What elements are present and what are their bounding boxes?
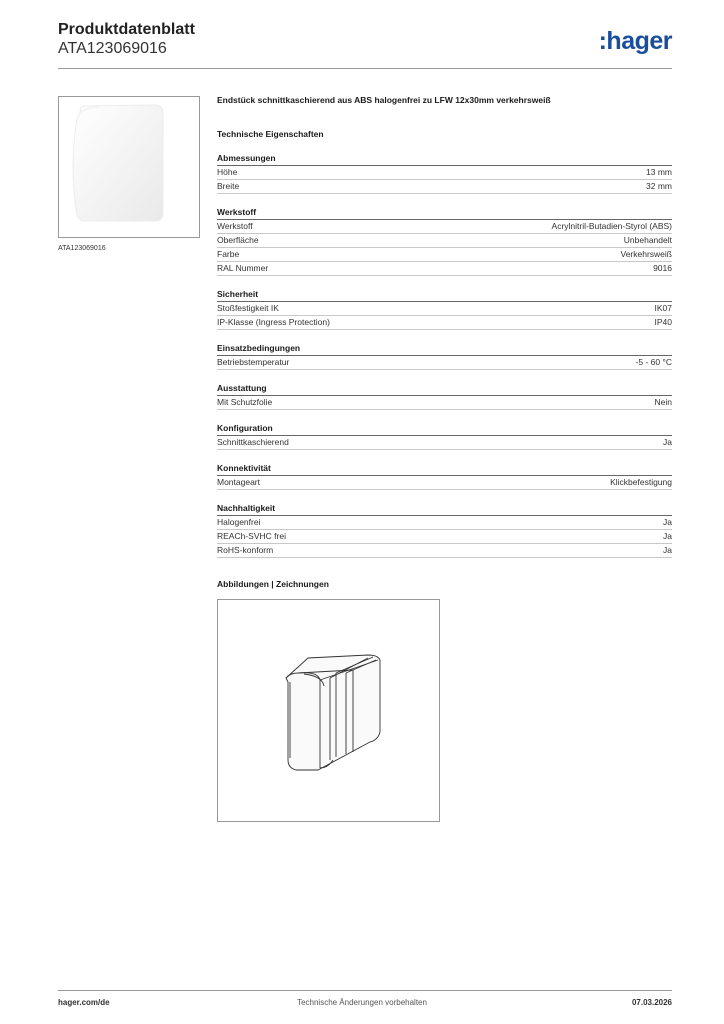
- property-label: Farbe: [217, 249, 240, 259]
- property-group: [217, 462, 672, 490]
- property-label: Montageart: [217, 477, 260, 487]
- property-label: REACh-SVHC frei: [217, 531, 286, 541]
- product-thumbnail: [58, 96, 200, 238]
- property-group-title: Ausstattung: [217, 382, 672, 396]
- property-value: Ja: [663, 437, 672, 447]
- property-row: [217, 316, 672, 330]
- footer-date: 07.03.2026: [631, 998, 672, 1007]
- property-group: [217, 206, 672, 276]
- property-label: Oberfläche: [217, 235, 259, 245]
- property-group: [217, 342, 672, 370]
- property-group-title: Konfiguration: [217, 422, 672, 436]
- property-row: [217, 248, 672, 262]
- property-value: 9016: [653, 263, 672, 273]
- property-groups: [217, 152, 672, 558]
- product-photo-icon: [59, 97, 199, 237]
- property-label: Mit Schutzfolie: [217, 397, 273, 407]
- property-value: -5 - 60 °C: [635, 357, 672, 367]
- property-value: IK07: [654, 303, 672, 313]
- property-value: Verkehrsweiß: [620, 249, 672, 259]
- property-value: Ja: [663, 545, 672, 555]
- property-value: Klickbefestigung: [610, 477, 672, 487]
- property-row: [217, 530, 672, 544]
- property-row: [217, 180, 672, 194]
- property-group: [217, 152, 672, 194]
- property-row: [217, 166, 672, 180]
- property-value: Nein: [654, 397, 672, 407]
- article-number: ATA123069016: [58, 40, 167, 57]
- property-group: [217, 502, 672, 558]
- property-group-title: Abmessungen: [217, 152, 672, 166]
- product-details: [217, 94, 672, 558]
- property-row: [217, 234, 672, 248]
- page-title: Produktdatenblatt: [58, 21, 195, 38]
- property-value: Acrylnitril-Butadien-Styrol (ABS): [551, 221, 672, 231]
- property-group-title: Einsatzbedingungen: [217, 342, 672, 356]
- property-value: IP40: [654, 317, 672, 327]
- property-value: Unbehandelt: [623, 235, 672, 245]
- property-label: Werkstoff: [217, 221, 253, 231]
- images-heading: Abbildungen | Zeichnungen: [217, 579, 329, 589]
- property-row: [217, 476, 672, 490]
- property-label: IP-Klasse (Ingress Protection): [217, 317, 330, 327]
- footer-website: hager.com/de: [58, 998, 110, 1007]
- page-header: [58, 21, 672, 69]
- property-row: [217, 262, 672, 276]
- property-label: Stoßfestigkeit IK: [217, 303, 279, 313]
- property-group: [217, 382, 672, 410]
- property-label: RoHS-konform: [217, 545, 274, 555]
- property-row: [217, 396, 672, 410]
- property-label: Höhe: [217, 167, 238, 177]
- property-group: [217, 288, 672, 330]
- property-label: Halogenfrei: [217, 517, 261, 527]
- property-value: 32 mm: [646, 181, 672, 191]
- property-group-title: Werkstoff: [217, 206, 672, 220]
- footer-notice: Technische Änderungen vorbehalten: [297, 998, 427, 1007]
- technical-drawing: [217, 599, 440, 822]
- property-row: [217, 436, 672, 450]
- property-row: [217, 544, 672, 558]
- property-value: 13 mm: [646, 167, 672, 177]
- property-group: [217, 422, 672, 450]
- property-label: RAL Nummer: [217, 263, 269, 273]
- footer-divider: [58, 990, 672, 991]
- property-group-title: Nachhaltigkeit: [217, 502, 672, 516]
- property-label: Breite: [217, 181, 240, 191]
- property-label: Schnittkaschierend: [217, 437, 289, 447]
- property-row: [217, 356, 672, 370]
- property-row: [217, 516, 672, 530]
- property-label: Betriebstemperatur: [217, 357, 290, 367]
- property-value: Ja: [663, 531, 672, 541]
- property-row: [217, 220, 672, 234]
- thumbnail-caption: ATA123069016: [58, 245, 106, 252]
- property-group-title: Sicherheit: [217, 288, 672, 302]
- properties-heading: Technische Eigenschaften: [217, 129, 324, 139]
- header-divider: [58, 68, 672, 69]
- end-cap-drawing-icon: [218, 600, 439, 821]
- property-value: Ja: [663, 517, 672, 527]
- hager-logo: :hager: [598, 27, 672, 55]
- property-row: [217, 302, 672, 316]
- product-title: Endstück schnittkaschierend aus ABS halogenfrei zu LFW 12x30mm verkehrsweiß: [217, 95, 551, 105]
- property-group-title: Konnektivität: [217, 462, 672, 476]
